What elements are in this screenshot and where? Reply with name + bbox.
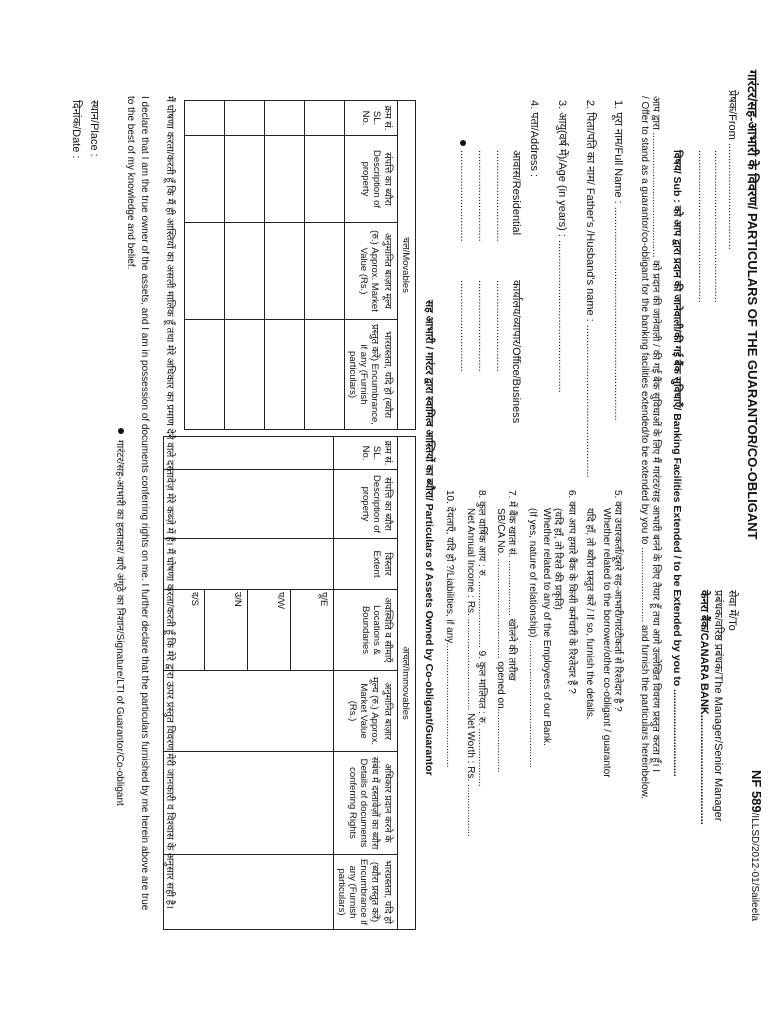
form-number [749,770,764,921]
movables-table [184,100,416,430]
mov-cell[interactable] [265,320,305,430]
field-income-networth: 8. कुल वार्षिक आय : रु. ........................ 9. कुल मालियत : रु. ..................... [476,490,487,787]
signature-bullet [118,428,124,434]
from-label: प्रेषक/From ................................... [726,90,738,250]
mov-cell[interactable] [305,223,345,320]
off-dots-1: .............................. [494,280,506,372]
off-dots-2: .............................. [476,280,488,372]
mov-cell[interactable] [185,101,225,136]
mov-cell[interactable] [185,320,225,430]
field-related-borrower-details: यदि हाँ, तो ब्यौरा प्रस्तुत करें / If so, furnish the details. [584,508,595,720]
place-label: स्थान/Place : [88,100,100,157]
declaration-english-2: to the best of my knowledge and belief. [125,96,136,270]
field-related-borrower-en: Whether related to the borrower/other co-obligant / guarantor [601,508,612,778]
mov-cell[interactable] [225,136,265,223]
mov-col-encumbrance: भारग्रस्तता, यदि हो (ब्यौरा प्रस्तुत करें) Encumbrance, if any (Furnish particulars) [345,320,398,430]
imm-col-extent: विस्तार Extent [334,539,398,590]
res-dots-3: .............................. [458,150,470,242]
imm-col-value: अनुमानित बाज़ार मूल्य (रु.) Approx. Market Value (Rs.) [334,671,398,752]
imm-col-desc: संपत्ति का ब्यौरा Description of property [334,470,398,539]
manager-label: प्रबंधक/वरिष्ठ प्रबंधक/The Manager/Senior Manager [712,590,724,822]
assets-heading: सह आभारी / गारंटर द्वारा स्वामित्व आस्तियों का ब्यौरा/ Particulars of Assets Owned by Co-obligant/Guarantor [423,300,435,776]
field-address: 4. पता/Address : [528,100,540,178]
bank-label: केनरा बैंक/CANARA BANK.................................... [698,590,710,825]
from-dots-2: .................................................. [696,150,708,303]
form-reference: /ILLSD/2012-01/Saileela [749,812,760,922]
boundary-east: पू/E [290,590,333,670]
imm-col-boundaries: अवस्थिति व सीमाएँ Locations & Boundaries [334,590,398,671]
form-title: गारंटर/सह-आभारी के विवरण/ PARTICULARS OF THE GUARANTOR/CO-OBLIGANT [745,70,760,540]
mov-cell[interactable] [225,223,265,320]
declaration-hindi: मैं घोषणा करता/करती हूँ कि मैं ही आस्तियों का असली मालिक हूँ तथा मेरे अधिकार का प्रमाण देने वाले दस्तावेज़ मेरे कब्ज़े में हैं। मैं घोषणा करता/करती हूँ कि मेरे द्वारा ऊपर प्रस्तुत विवरण मेरी जानकारी व विश्वास के अनुसार सही है। [164,96,175,909]
res-dots-1: .............................. [494,150,506,242]
imm-cell[interactable] [164,855,334,930]
field-father-name: 2. पिता/पति का नाम/ Father's /Husband's name : .................................................. [584,100,596,478]
field-account-en: SB/CA No. .................................... opened on....................... [495,508,506,773]
form-number-text: NF 589 [749,770,764,813]
field-related-employee-hi2: (यदि हाँ, तो रिश्ते की प्रकृति) [552,508,563,610]
mov-cell[interactable] [305,320,345,430]
mov-cell[interactable] [265,101,305,136]
imm-cell[interactable] [164,752,334,855]
mov-col-sl: क्रम सं. SL. No. [345,101,398,136]
movables-heading: चल/Movables [398,101,416,430]
field-related-borrower: 5. क्या उधारकर्ता/दूसरे सह-आभारी/गारंटीकर्ता से रिश्तेदार है ? [612,490,623,712]
address-office: कार्यालय/व्यापार/Office/Business [510,280,522,424]
mov-cell[interactable] [185,223,225,320]
offer-english: / Offer to stand as a guarantor/co-obligant for the banking facilities extended/to be extended by you to ........................... and furnish the particulars hereinbelow. [639,96,650,800]
boundaries-cell [164,590,334,671]
imm-cell[interactable] [164,539,334,590]
mov-col-value: अनुमानित बाज़ार मूल्य (रु.) Approx. Market Value (Rs.) [345,223,398,320]
imm-col-sl: क्रम सं. SL. No. [334,437,398,470]
declaration-english: I declare that I am the true owner of the assets, and I am in possession of documents conferring rights on me. I further declare that the particulars furnished by me herein above are true [139,96,150,911]
mov-cell[interactable] [225,101,265,136]
boundary-south: द/S [189,592,200,607]
subject-line: विषय/ Sub : को आप द्वारा प्रदान की जानेवाली/की गई बैंक सुविधाएँ/ Banking Facilities Extended / to be Extended by you to .............................. [671,150,683,777]
imm-col-documents: अधिकार प्रदान करने के संबंध में दस्तावेज़ों का ब्यौरा Details of documents conferring Rights [334,752,398,855]
address-residential: आवास/Residential [510,150,522,236]
mov-cell[interactable] [225,320,265,430]
field-relationship: (If yes, nature of relationship) .............................................. [527,508,538,769]
offer-hindi: आप द्वारा ............................................. को प्रदान की जानेवाली / की गई बैंक सुविधाओं के लिए मैं गारंटर/सह आभारी बनने के लिए तैयार हूँ तथा आगे उल्लेखित विवरण प्रस्तुत करता हूँ। I [650,96,661,773]
boundary-west: प/W [247,590,290,670]
imm-cell[interactable] [164,671,334,752]
field-related-employee: 6. क्या आप हमारे बैंक के किसी कर्मचारी के रिश्तेदार हैं ? [566,490,577,694]
imm-cell[interactable] [164,437,334,470]
boundary-north: उ/N [204,590,247,670]
mov-cell[interactable] [185,136,225,223]
imm-col-encumbrance: भारग्रस्तता, यदि हो (ब्यौरा प्रस्तुत करें) Encumbrance if any (Furnish particulars) [334,855,398,930]
res-dots-2: .............................. [476,150,488,242]
to-label: सेवा में/To [726,590,738,631]
mov-cell[interactable] [265,223,305,320]
mov-col-desc: संपत्ति का ब्यौरा Description of property [345,136,398,223]
field-age: 3. आयु(वर्ष में)/Age (in years) : .................................................. [556,100,568,393]
mov-cell[interactable] [265,136,305,223]
mov-cell[interactable] [305,101,345,136]
imm-cell[interactable] [164,470,334,539]
field-income-networth-en: Net Annual Income : Rs. ................................. Net Worth : Rs. ................... [465,508,476,837]
mov-cell[interactable] [305,136,345,223]
signature-label: गारंटर/सह-आभारी का हस्ताक्षर/ बाएँ अंगूठे का निशान/Signature/LTI of Guarantor/Co-obligant [114,440,125,806]
date-label: दिनांक/Date : [70,100,82,159]
field-full-name: 1. पूरा नाम/Full Name : ...................................................................... [612,100,624,421]
bullet-mark [460,140,466,146]
field-related-employee-en: Whether related to any of the Employees of our Bank. [541,508,552,746]
field-liabilities: 10. देयताएँ, यदि हो ?/Liabilities, if any............................................. [444,490,455,768]
immovables-heading: अचल/Immovables [398,437,416,930]
off-dots-3: .............................. [458,280,470,372]
from-dots-1: .................................................. [712,150,724,303]
immovables-table [163,436,416,930]
field-account-hi: 7. में बैंक खाता सं. .................... खोलने की तारीख [506,490,517,681]
